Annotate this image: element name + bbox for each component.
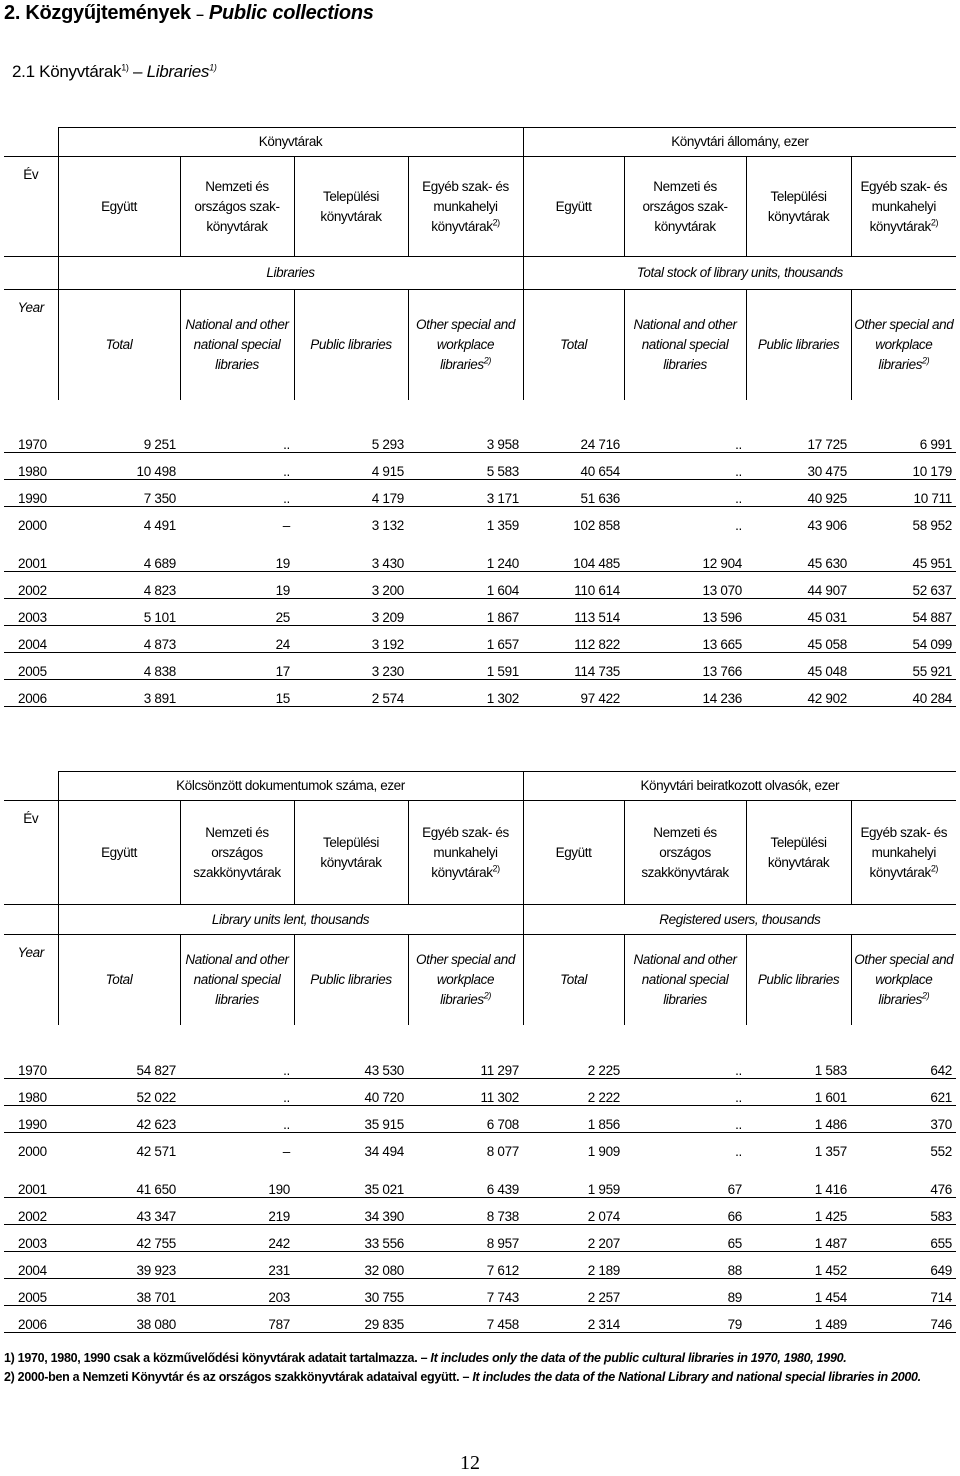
table2-header bbox=[4, 771, 956, 1025]
year-cell: 2006 bbox=[4, 680, 58, 707]
value-cell: 3 958 bbox=[408, 426, 523, 453]
value-cell: .. bbox=[624, 1079, 746, 1106]
value-cell: 34 494 bbox=[364, 1144, 404, 1159]
value-cell: 110 614 bbox=[523, 572, 624, 599]
value-cell: 34 390 bbox=[294, 1198, 408, 1225]
value-cell: 1 604 bbox=[408, 572, 523, 599]
value-cell: 1 591 bbox=[408, 653, 523, 680]
value-cell: 655 bbox=[851, 1225, 956, 1252]
table-row bbox=[4, 453, 956, 480]
table2-col-hu-5: Nemzeti és országos szakkönyvtárak bbox=[624, 801, 746, 905]
value-cell: 552 bbox=[930, 1144, 952, 1159]
value-cell: 45 031 bbox=[746, 599, 851, 626]
table-row bbox=[4, 1079, 956, 1106]
value-cell: 12 904 bbox=[624, 545, 746, 572]
value-cell: 4 838 bbox=[58, 653, 180, 680]
table2-year-en: Year bbox=[4, 935, 58, 1025]
value-cell: 88 bbox=[624, 1252, 746, 1279]
value-cell: 19 bbox=[180, 545, 294, 572]
value-cell: 45 630 bbox=[746, 545, 851, 572]
value-cell: 10 498 bbox=[58, 453, 180, 480]
value-cell: 8 077 bbox=[486, 1144, 519, 1159]
value-cell: 44 907 bbox=[746, 572, 851, 599]
value-cell: 3 230 bbox=[294, 653, 408, 680]
value-cell: 102 858 bbox=[573, 518, 620, 533]
value-cell: 6 708 bbox=[408, 1106, 523, 1133]
year-cell: 2005 bbox=[4, 653, 58, 680]
year-cell: 1990 bbox=[4, 1106, 58, 1133]
value-cell: 9 251 bbox=[58, 426, 180, 453]
value-cell: 3 891 bbox=[58, 680, 180, 707]
value-cell: 11 297 bbox=[408, 1052, 523, 1079]
value-cell: 114 735 bbox=[523, 653, 624, 680]
value-cell: 219 bbox=[180, 1198, 294, 1225]
value-cell: 35 021 bbox=[294, 1171, 408, 1198]
table2-col-en-5: National and other national special libraries bbox=[624, 935, 746, 1025]
table-title: 2.1 Könyvtárak$^{1)}$ – Libraries$^{1)}$ bbox=[12, 62, 217, 81]
table-row bbox=[4, 680, 956, 707]
value-cell: 7 743 bbox=[408, 1279, 523, 1306]
table2-col-hu-4: Együtt bbox=[523, 801, 624, 905]
value-cell: .. bbox=[180, 1106, 294, 1133]
year-cell: 2003 bbox=[4, 599, 58, 626]
table1-col-hu-2: Települési könyvtárak bbox=[294, 157, 408, 257]
year-cell: 2003 bbox=[4, 1225, 58, 1252]
table2-col-hu-2: Települési könyvtárak bbox=[294, 801, 408, 905]
table-row bbox=[4, 545, 956, 572]
value-cell: 242 bbox=[180, 1225, 294, 1252]
year-cell: 2006 bbox=[4, 1306, 58, 1333]
value-cell: .. bbox=[180, 1079, 294, 1106]
year-cell: 1970 bbox=[4, 426, 58, 453]
table2-group-hu-1: Könyvtári beiratkozott olvasók, ezer bbox=[523, 772, 956, 801]
value-cell: 4 689 bbox=[58, 545, 180, 572]
value-cell: 14 236 bbox=[624, 680, 746, 707]
table-row bbox=[4, 1052, 956, 1079]
value-cell: 1 240 bbox=[408, 545, 523, 572]
footnote-1: 1) 1970, 1980, 1990 csak a közművelődési könyvtárak adatait tartalmazza. – It includes only the data of the public cultural libraries in 1970, 1980, 1990. bbox=[4, 1351, 847, 1365]
value-cell: 3 200 bbox=[294, 572, 408, 599]
value-cell: 3 209 bbox=[294, 599, 408, 626]
table-row bbox=[4, 626, 956, 653]
value-cell: 1 487 bbox=[746, 1225, 851, 1252]
value-cell: 38 080 bbox=[58, 1306, 180, 1333]
value-cell: 3 430 bbox=[294, 545, 408, 572]
value-cell: 30 475 bbox=[746, 453, 851, 480]
value-cell: 714 bbox=[851, 1279, 956, 1306]
table-row bbox=[4, 1252, 956, 1279]
value-cell: 6 991 bbox=[851, 426, 956, 453]
table-row bbox=[4, 1279, 956, 1306]
table1-col-hu-5: Nemzeti és országos szak-könyvtárak bbox=[624, 157, 746, 257]
value-cell: 1 959 bbox=[523, 1171, 624, 1198]
table-row bbox=[4, 507, 956, 534]
value-cell: 787 bbox=[180, 1306, 294, 1333]
value-cell: 10 179 bbox=[851, 453, 956, 480]
table2-col-en-4: Total bbox=[523, 935, 624, 1025]
value-cell: 1 657 bbox=[408, 626, 523, 653]
value-cell: .. bbox=[624, 426, 746, 453]
table2-col-hu-6: Települési könyvtárak bbox=[746, 801, 851, 905]
value-cell: 2 222 bbox=[523, 1079, 624, 1106]
value-cell: 231 bbox=[180, 1252, 294, 1279]
value-cell: 649 bbox=[851, 1252, 956, 1279]
year-cell: 2002 bbox=[4, 572, 58, 599]
value-cell: 113 514 bbox=[523, 599, 624, 626]
table-row bbox=[4, 426, 956, 453]
year-cell: 2001 bbox=[4, 545, 58, 572]
table-row bbox=[4, 1306, 956, 1333]
value-cell: 370 bbox=[851, 1106, 956, 1133]
value-cell: 4 873 bbox=[58, 626, 180, 653]
table1-col-en-7: Other special and workplace libraries$^{2)}$ bbox=[851, 290, 956, 400]
table2-col-en-2: Public libraries bbox=[294, 935, 408, 1025]
table-row bbox=[4, 572, 956, 599]
value-cell: 5 101 bbox=[58, 599, 180, 626]
value-cell: 42 755 bbox=[58, 1225, 180, 1252]
value-cell: .. bbox=[624, 1106, 746, 1133]
value-cell: 7 612 bbox=[408, 1252, 523, 1279]
table2-col-hu-1: Nemzeti és országos szakkönyvtárak bbox=[180, 801, 294, 905]
value-cell: 55 921 bbox=[851, 653, 956, 680]
value-cell: 621 bbox=[851, 1079, 956, 1106]
table2-col-en-6: Public libraries bbox=[746, 935, 851, 1025]
value-cell: 642 bbox=[851, 1052, 956, 1079]
value-cell: 583 bbox=[851, 1198, 956, 1225]
page-number: 12 bbox=[460, 1452, 480, 1474]
value-cell: 43 906 bbox=[807, 518, 847, 533]
table1-col-en-6: Public libraries bbox=[746, 290, 851, 400]
value-cell: 40 925 bbox=[746, 480, 851, 507]
year-cell: 1980 bbox=[4, 1079, 58, 1106]
value-cell: .. bbox=[735, 518, 742, 533]
value-cell: 5 293 bbox=[294, 426, 408, 453]
value-cell: 2 257 bbox=[523, 1279, 624, 1306]
value-cell: 24 bbox=[180, 626, 294, 653]
value-cell: 25 bbox=[180, 599, 294, 626]
year-cell: 2000 bbox=[18, 1144, 47, 1159]
year-cell: 1980 bbox=[4, 453, 58, 480]
value-cell: 3 192 bbox=[294, 626, 408, 653]
value-cell: .. bbox=[180, 426, 294, 453]
value-cell: 45 048 bbox=[746, 653, 851, 680]
value-cell: 79 bbox=[624, 1306, 746, 1333]
table1-col-hu-0: Együtt bbox=[58, 157, 180, 257]
year-cell: 2000 bbox=[18, 518, 47, 533]
table2-body bbox=[4, 1052, 956, 1333]
value-cell: 54 827 bbox=[58, 1052, 180, 1079]
table2-col-en-1: National and other national special libraries bbox=[180, 935, 294, 1025]
value-cell: 17 bbox=[180, 653, 294, 680]
value-cell: 40 284 bbox=[851, 680, 956, 707]
value-cell: 30 755 bbox=[294, 1279, 408, 1306]
value-cell: 89 bbox=[624, 1279, 746, 1306]
value-cell: 97 422 bbox=[523, 680, 624, 707]
table1-col-en-2: Public libraries bbox=[294, 290, 408, 400]
value-cell: 32 080 bbox=[294, 1252, 408, 1279]
value-cell: 54 887 bbox=[851, 599, 956, 626]
value-cell: .. bbox=[180, 1052, 294, 1079]
value-cell: 33 556 bbox=[294, 1225, 408, 1252]
value-cell: 4 491 bbox=[143, 518, 176, 533]
value-cell: 203 bbox=[180, 1279, 294, 1306]
table2-group-en-0: Library units lent, thousands bbox=[58, 905, 523, 935]
table2-col-en-0: Total bbox=[58, 935, 180, 1025]
value-cell: 13 596 bbox=[624, 599, 746, 626]
value-cell: 52 637 bbox=[851, 572, 956, 599]
value-cell: 10 711 bbox=[851, 480, 956, 507]
value-cell: 29 835 bbox=[294, 1306, 408, 1333]
table1-col-hu-4: Együtt bbox=[523, 157, 624, 257]
value-cell: 43 347 bbox=[58, 1198, 180, 1225]
value-cell: – bbox=[282, 518, 290, 533]
value-cell: 8 957 bbox=[408, 1225, 523, 1252]
table-row bbox=[4, 1133, 956, 1160]
table2-group-hu-0: Kölcsönzött dokumentumok száma, ezer bbox=[58, 772, 523, 801]
value-cell: 6 439 bbox=[408, 1171, 523, 1198]
table1-col-en-0: Total bbox=[58, 290, 180, 400]
value-cell: 42 902 bbox=[746, 680, 851, 707]
table1-year-en: Year bbox=[4, 290, 58, 400]
value-cell: 43 530 bbox=[294, 1052, 408, 1079]
year-cell: 2004 bbox=[4, 1252, 58, 1279]
value-cell: 190 bbox=[180, 1171, 294, 1198]
table2-col-hu-3: Egyéb szak- és munkahelyi könyvtárak$^{2)}$ bbox=[408, 801, 523, 905]
value-cell: 13 070 bbox=[624, 572, 746, 599]
value-cell: 7 350 bbox=[58, 480, 180, 507]
value-cell: 4 179 bbox=[294, 480, 408, 507]
value-cell: 1 302 bbox=[408, 680, 523, 707]
table1-group-en-1: Total stock of library units, thousands bbox=[523, 257, 956, 290]
table1-body bbox=[4, 426, 956, 707]
table2-group-en-1: Registered users, thousands bbox=[523, 905, 956, 935]
table1-col-hu-6: Települési könyvtárak bbox=[746, 157, 851, 257]
table1-year-hu: Év bbox=[4, 157, 58, 257]
value-cell: 1 583 bbox=[746, 1052, 851, 1079]
value-cell: 1 452 bbox=[746, 1252, 851, 1279]
value-cell: 3 132 bbox=[371, 518, 404, 533]
value-cell: .. bbox=[180, 480, 294, 507]
value-cell: 2 225 bbox=[523, 1052, 624, 1079]
value-cell: 3 171 bbox=[408, 480, 523, 507]
year-cell: 2001 bbox=[4, 1171, 58, 1198]
value-cell: 476 bbox=[851, 1171, 956, 1198]
value-cell: 40 654 bbox=[523, 453, 624, 480]
table2-col-hu-7: Egyéb szak- és munkahelyi könyvtárak$^{2)}$ bbox=[851, 801, 956, 905]
value-cell: 38 701 bbox=[58, 1279, 180, 1306]
year-cell: 2004 bbox=[4, 626, 58, 653]
value-cell: 5 583 bbox=[408, 453, 523, 480]
value-cell: 42 571 bbox=[136, 1144, 176, 1159]
value-cell: 13 665 bbox=[624, 626, 746, 653]
value-cell: 1 454 bbox=[746, 1279, 851, 1306]
table-row bbox=[4, 480, 956, 507]
value-cell: 7 458 bbox=[408, 1306, 523, 1333]
value-cell: 45 058 bbox=[746, 626, 851, 653]
value-cell: 67 bbox=[624, 1171, 746, 1198]
table2-year-hu: Év bbox=[4, 801, 58, 905]
value-cell: .. bbox=[624, 480, 746, 507]
value-cell: 746 bbox=[851, 1306, 956, 1333]
table-row bbox=[4, 599, 956, 626]
value-cell: 1 357 bbox=[814, 1144, 847, 1159]
value-cell: 1 425 bbox=[746, 1198, 851, 1225]
value-cell: 1 489 bbox=[746, 1306, 851, 1333]
value-cell: 1 486 bbox=[746, 1106, 851, 1133]
year-cell: 2002 bbox=[4, 1198, 58, 1225]
value-cell: 2 074 bbox=[523, 1198, 624, 1225]
value-cell: 17 725 bbox=[746, 426, 851, 453]
table1-col-hu-3: Egyéb szak- és munkahelyi könyvtárak$^{2)}$ bbox=[408, 157, 523, 257]
value-cell: – bbox=[282, 1144, 290, 1159]
year-cell: 2005 bbox=[4, 1279, 58, 1306]
value-cell: 4 915 bbox=[294, 453, 408, 480]
value-cell: 4 823 bbox=[58, 572, 180, 599]
table1-col-en-5: National and other national special libraries bbox=[624, 290, 746, 400]
value-cell: 13 766 bbox=[624, 653, 746, 680]
value-cell: 51 636 bbox=[523, 480, 624, 507]
table1-col-en-3: Other special and workplace libraries$^{2)}$ bbox=[408, 290, 523, 400]
table-row bbox=[4, 1225, 956, 1252]
value-cell: .. bbox=[624, 453, 746, 480]
value-cell: 2 574 bbox=[294, 680, 408, 707]
value-cell: .. bbox=[624, 1052, 746, 1079]
section-title: 2. Közgyűjtemények – Public collections bbox=[4, 2, 374, 24]
value-cell: 1 909 bbox=[587, 1144, 620, 1159]
table1-col-hu-1: Nemzeti és országos szak-könyvtárak bbox=[180, 157, 294, 257]
table-row bbox=[4, 1106, 956, 1133]
table-row bbox=[4, 1171, 956, 1198]
value-cell: 66 bbox=[624, 1198, 746, 1225]
value-cell: 8 738 bbox=[408, 1198, 523, 1225]
table2-col-en-7: Other special and workplace libraries$^{2)}$ bbox=[851, 935, 956, 1025]
table-row bbox=[4, 1198, 956, 1225]
value-cell: 40 720 bbox=[294, 1079, 408, 1106]
table2-col-hu-0: Együtt bbox=[58, 801, 180, 905]
value-cell: 45 951 bbox=[851, 545, 956, 572]
year-cell: 1970 bbox=[4, 1052, 58, 1079]
table1-col-en-4: Total bbox=[523, 290, 624, 400]
table1-col-hu-7: Egyéb szak- és munkahelyi könyvtárak$^{2)}$ bbox=[851, 157, 956, 257]
table1-col-en-1: National and other national special libraries bbox=[180, 290, 294, 400]
value-cell: 104 485 bbox=[523, 545, 624, 572]
value-cell: 1 359 bbox=[486, 518, 519, 533]
value-cell: 15 bbox=[180, 680, 294, 707]
value-cell: 52 022 bbox=[58, 1079, 180, 1106]
table1-group-hu-1: Könyvtári állomány, ezer bbox=[523, 128, 956, 157]
value-cell: 19 bbox=[180, 572, 294, 599]
table1-group-en-0: Libraries bbox=[58, 257, 523, 290]
value-cell: 65 bbox=[624, 1225, 746, 1252]
year-cell: 1990 bbox=[4, 480, 58, 507]
value-cell: .. bbox=[180, 453, 294, 480]
value-cell: 11 302 bbox=[408, 1079, 523, 1106]
value-cell: 41 650 bbox=[58, 1171, 180, 1198]
value-cell: 39 923 bbox=[58, 1252, 180, 1279]
table1-group-hu-0: Könyvtárak bbox=[58, 128, 523, 157]
table2-col-en-3: Other special and workplace libraries$^{2)}$ bbox=[408, 935, 523, 1025]
value-cell: 112 822 bbox=[523, 626, 624, 653]
value-cell: 1 416 bbox=[746, 1171, 851, 1198]
value-cell: 1 601 bbox=[746, 1079, 851, 1106]
value-cell: 1 856 bbox=[523, 1106, 624, 1133]
value-cell: 2 189 bbox=[523, 1252, 624, 1279]
table1-header bbox=[4, 127, 956, 400]
value-cell: 35 915 bbox=[294, 1106, 408, 1133]
value-cell: 2 314 bbox=[523, 1306, 624, 1333]
value-cell: .. bbox=[735, 1144, 742, 1159]
value-cell: 58 952 bbox=[912, 518, 952, 533]
value-cell: 2 207 bbox=[523, 1225, 624, 1252]
table-row bbox=[4, 653, 956, 680]
footnote-2: 2) 2000-ben a Nemzeti Könyvtár és az országos szakkönyvtárak adataival együtt. – It includes the data of the National Library and national special libraries in 2000. bbox=[4, 1370, 921, 1384]
value-cell: 1 867 bbox=[408, 599, 523, 626]
value-cell: 54 099 bbox=[851, 626, 956, 653]
value-cell: 42 623 bbox=[58, 1106, 180, 1133]
value-cell: 24 716 bbox=[523, 426, 624, 453]
